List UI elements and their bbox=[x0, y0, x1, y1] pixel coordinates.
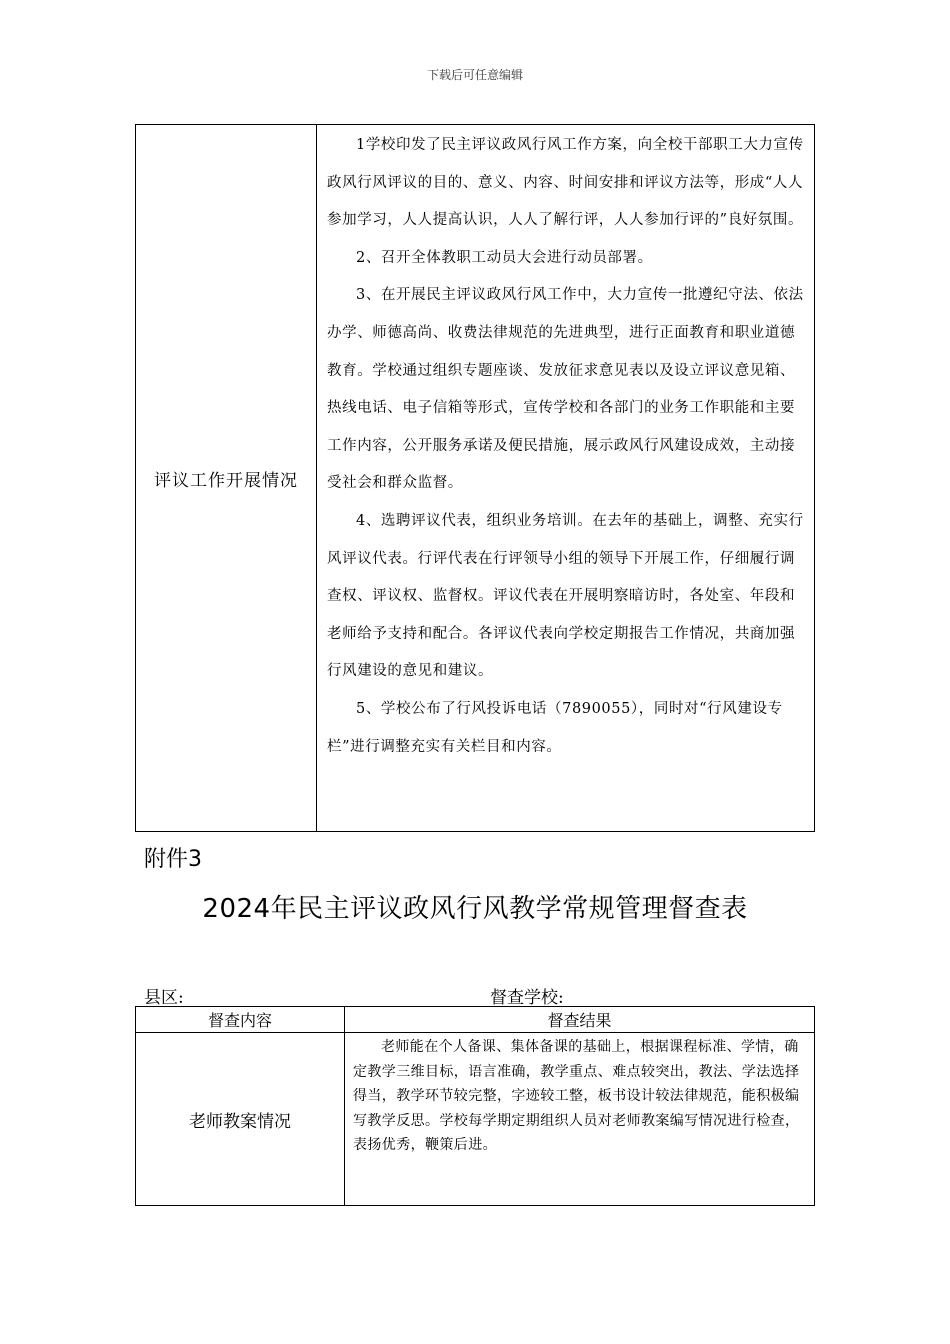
table-row bbox=[136, 1033, 814, 1205]
inspection-table bbox=[135, 1006, 815, 1206]
page-title: 2024年民主评议政风行风教学常规管理督查表 bbox=[202, 894, 748, 924]
row-text: 老师能在个人备课、集体备课的基础上，根据课程标准、学情，确定教学三维目标，语言准确，教学重点、难点较突出，教法、学法选择得当，教学环节较完整，字迹较工整，板书设计较法律规范，能积极编写教学反思。学校每学期定期组织人员对老师教案编写情况进行检查，表扬优秀，鞭策后进。 bbox=[353, 1039, 800, 1154]
paragraph-5: 5、学校公布了行风投诉电话（7890055），同时对“行风建设专栏”进行调整充实有关栏目和内容。 bbox=[327, 700, 783, 755]
annex-label: 附件3 bbox=[144, 847, 202, 872]
school-label: 督查学校: bbox=[490, 988, 564, 1008]
header-note: 下载后可任意编辑 bbox=[426, 68, 523, 82]
table-row-label: 老师教案情况 bbox=[136, 1033, 345, 1205]
table-cell-content bbox=[345, 1033, 814, 1205]
paragraph-4: 4、选聘评议代表，组织业务培训。在去年的基础上，调整、充实行风评议代表。行评代表在行评领导小组的领导下开展工作，仔细履行调查权、评议权、监督权。评议代表在开展明察暗访时，各处室、年段和老师给予支持和配合。各评议代表向学校定期报告工作情况，共商加强行风建设的意见和建议。 bbox=[327, 512, 804, 680]
county-label: 县区: bbox=[144, 988, 184, 1008]
paragraph-1: 1学校印发了民主评议政风行风工作方案，向全校干部职工大力宣传政风行风评议的目的、意义、内容、时间安排和评议方法等，形成“人人参加学习，人人提高认识，人人了解行评，人人参加行评的”良好氛围。 bbox=[327, 137, 804, 229]
paragraph-2: 2、召开全体教职工动员大会进行动员部署。 bbox=[356, 249, 653, 266]
column-header-content: 督查内容 bbox=[136, 1007, 345, 1032]
table-cell-content bbox=[317, 125, 814, 831]
column-header-result: 督查结果 bbox=[547, 1011, 612, 1030]
paragraph-3: 3、在开展民主评议政风行风工作中，大力宣传一批遵纪守法、依法办学、师德高尚、收费法律规范的先进典型，进行正面教育和职业道德教育。学校通过组织专题座谈、发放征求意见表以及设立评议意见箱、热线电话、电子信箱等形式，宣传学校和各部门的业务工作职能和主要工作内容，公开服务承诺及便民措施，展示政风行风建设成效，主动接受社会和群众监督。 bbox=[327, 287, 804, 492]
table-header-row bbox=[136, 1007, 814, 1033]
evaluation-work-table bbox=[135, 124, 815, 832]
table-row-label: 评议工作开展情况 bbox=[136, 125, 317, 831]
